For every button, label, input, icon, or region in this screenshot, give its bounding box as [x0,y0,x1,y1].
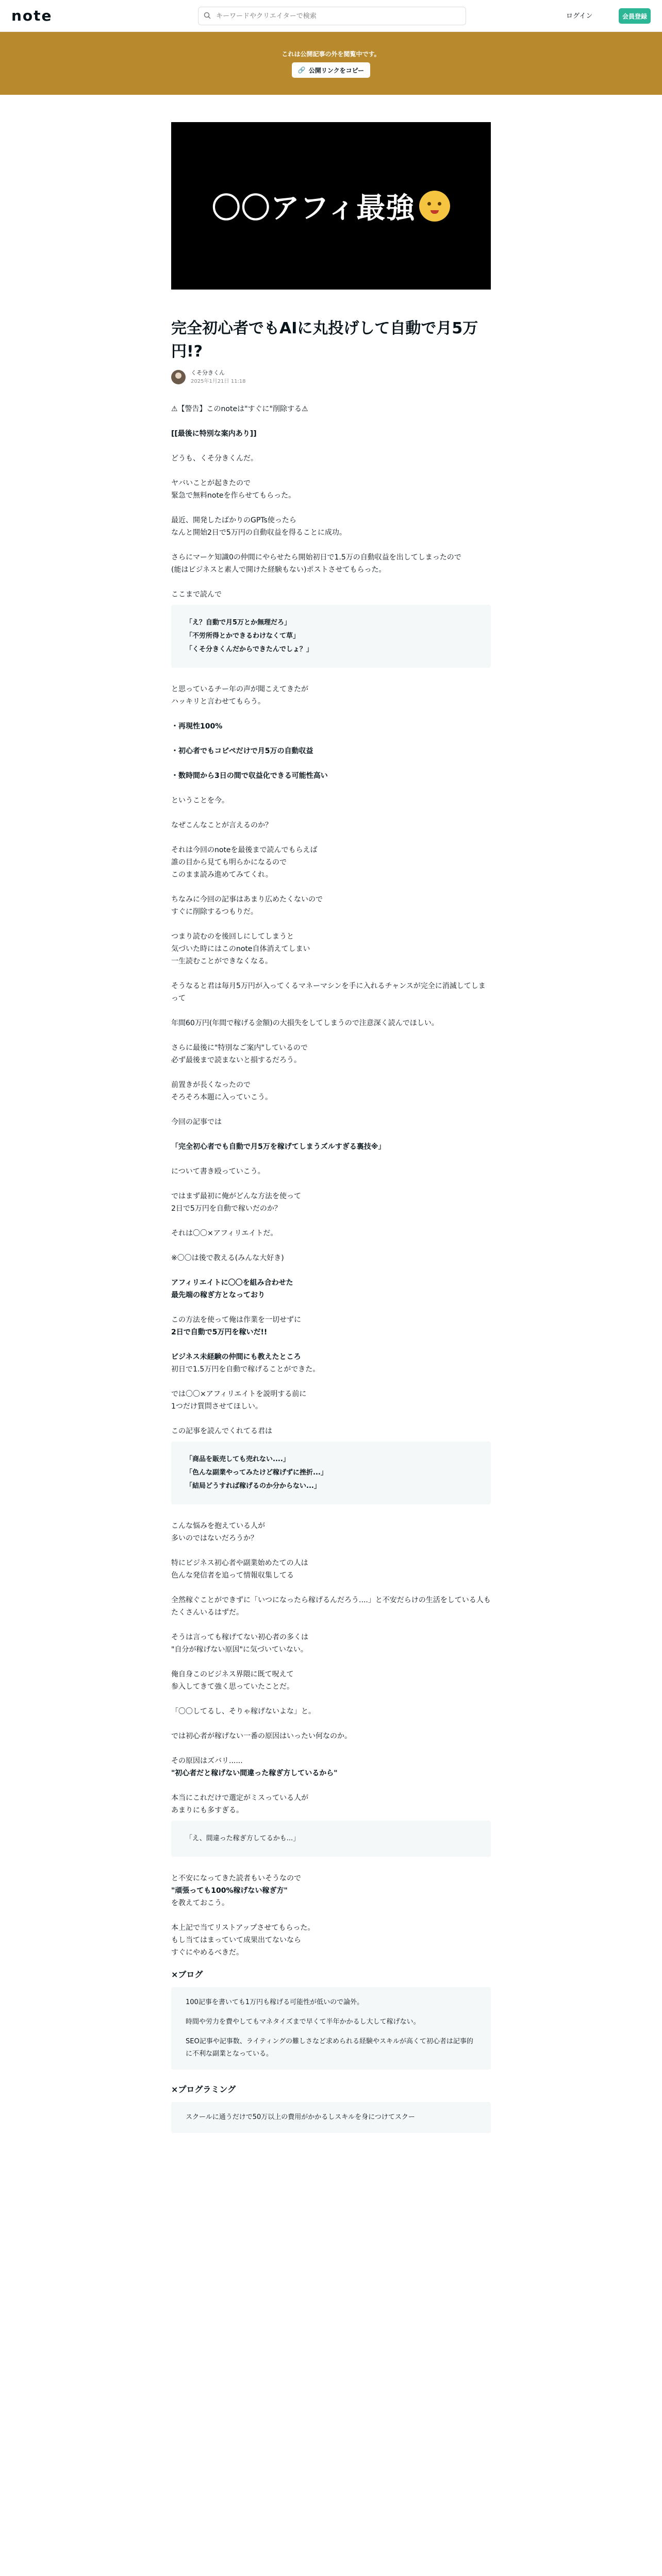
spacer [171,465,491,477]
spacer [171,1029,491,1042]
note-line: 時間や労力を費やしてもマネタイズまで早くて半年かかるし大して稼げない。 [186,2018,420,2026]
paragraph-line: つまり読むのを後回しにしてしまうと [171,933,294,941]
paragraph-line: ハッキリと言わせてもらう。 [171,698,265,706]
quote-block [171,1442,491,1504]
paragraph-line: さらにマーケ知識0の仲間にやらせたら開始初日で1.5万の自動収益を出してしまったので [171,553,461,562]
paragraph-line: 最先端の稼ぎ方となっており [171,1291,265,1300]
paragraph-line: 本上記で当てリストアップさせてもらった。 [171,1924,315,1933]
spacer [171,1240,491,1252]
paragraph-line: 必ず最後まで読まないと損するだろう。 [171,1056,301,1065]
search-input[interactable] [215,12,452,21]
avatar[interactable] [171,370,186,384]
paragraph-line: 本当にこれだけで選定がミスっている人が [171,1794,309,1803]
paragraph-line: なんと開始2日で5万円の自動収益を得ることに成功。 [171,529,346,537]
spacer [171,733,491,745]
paragraph-line: 初日で1.5万円を自動で稼げることができた。 [171,1365,320,1374]
paragraph-line: それは今回のnoteを最後まで読んでもらえば [171,846,318,855]
paragraph-line: その原因はズバリ...... [171,1757,243,1766]
note-line: 100記事を書いても1万円も稼げる可能性が低いので論外。 [186,1998,364,2007]
paragraph-line: あまりにも多すぎる。 [171,1806,243,1815]
paragraph-line: では〇〇×アフィリエイトを説明する前に [171,1390,307,1399]
spacer [171,1215,491,1227]
spacer [171,782,491,794]
quote-block [171,605,491,668]
paragraph-line: ビジネス未経験の仲間にも教えたところ [171,1353,301,1362]
spacer [171,807,491,819]
paragraph-line: 今回の記事では [171,1118,222,1127]
paragraph-line: について書き殴っていこう。 [171,1167,265,1176]
paragraph-line: そろそろ本題に入っていこう。 [171,1093,272,1102]
hero-image [171,122,491,290]
spacer [171,1545,491,1557]
paragraph-line: "自分が稼げない原因"に気づいていない。 [171,1646,308,1654]
article-body [171,403,491,2133]
spacer [171,1301,491,1314]
login-link[interactable]: ログイン [566,12,593,20]
paragraph-line: ・数時間から3日の間で収益化できる可能性高い [171,772,328,781]
paragraph-line: と不安になってきた読者もいそうなので [171,1874,301,1883]
spacer [171,1338,491,1351]
search-box[interactable] [198,7,466,25]
paragraph-line: 緊急で無料noteを作らせてもらった。 [171,492,296,500]
paragraph-line: そうなると君は毎月5万円が入ってくるマネーマシンを手に入れるチャンスが完全に消滅してしまって [171,982,486,1003]
spacer [171,1582,491,1594]
paragraph-line: 年間60万円(年間で稼げる金額)の大損失をしてしまうので注意深く読んでほしい。 [171,1019,439,1028]
paragraph-line: 前置きが長くなったので [171,1081,251,1090]
paragraph-line: 気づいた時にはこのnote自体消えてしまい [171,945,310,954]
spacer [171,576,491,588]
spacer [171,918,491,930]
spacer [171,708,491,720]
quote-line: 「え、間違った稼ぎ方してるかも...」 [186,1835,300,1843]
spacer [171,1413,491,1425]
spacer [171,1153,491,1165]
spacer [171,1005,491,1017]
spacer [171,1376,491,1388]
paragraph-line: このまま読み進めてみてくれ。 [171,871,273,879]
note-block [171,2102,491,2133]
spacer [171,881,491,893]
paragraph-line: [[最後に特別な案内あり]] [171,430,257,438]
paragraph-line: 多いのではないだろうか？ [171,1534,258,1543]
quote-line: 「え？自動で月5万とか無理だろ」 [186,619,291,627]
spacer [171,1619,491,1631]
note-line: SEO記事や記事数、ライティングの難しさなど求められる経験やスキルが高くて初心者は記事的に不利な副業となっている。 [186,2038,473,2058]
author-name[interactable]: くそ分きくん [191,369,225,376]
paragraph-line: 2日で自動で5万円を稼いだ!! [171,1328,268,1337]
paragraph-line: こんな悩みを抱えている人が [171,1522,265,1531]
spacer [171,502,491,514]
paragraph-line: と思っているチー年の声が聞こえてきたが [171,685,308,694]
paragraph-line: ⚠【警告】このnoteは"すぐに"削除する⚠ [171,405,308,414]
post-date: 2025年1月21日 11:18 [191,379,246,385]
paragraph-line: この記事を読んでくれてる君は [171,1427,272,1436]
signup-button[interactable]: 会員登録 [619,8,651,24]
paragraph-line: すぐに削除するつもりだ。 [171,908,258,917]
paragraph-line: を教えておこう。 [171,1899,229,1908]
paragraph-line: ※〇〇は後で教える(みんな大好き) [171,1254,284,1263]
article [171,317,491,2146]
top-navbar [0,0,662,32]
paragraph-line: 最近、開発したばかりのGPTs使ったら [171,516,296,525]
paragraph-line: すぐにやめるべきだ。 [171,1948,243,1957]
spacer [171,757,491,770]
search-icon [204,11,211,21]
paragraph-line: どうも、くそ分きくんだ。 [171,454,258,463]
paragraph-line: 色んな発信者を追って情報収集してる [171,1571,294,1580]
paragraph-line: 2日で5万円を自動で稼いだのか？ [171,1205,282,1213]
article-title: 完全初心者でもAIに丸投げして自動で月5万円!? [171,319,478,361]
quote-line: 「色んな副業やってみたけど稼げずに挫折...」 [186,1469,327,1477]
spacer [171,1264,491,1277]
hero-text: 〇〇アフィ最強 [211,191,416,225]
paragraph-line: ・初心者でもコピペだけで月5万の自動収益 [171,747,313,756]
paragraph-line: 誰の目から見ても明らかになるので [171,858,287,867]
spacer [171,415,491,428]
spacer [171,968,491,980]
author-block[interactable] [171,369,491,384]
paragraph-line: そうは言っても稼げてない初心者の多くは [171,1633,308,1642]
paragraph-line: (能はビジネスと素人で開けた経験もない)ポストさせてもらった。 [171,566,386,574]
paragraph-line: ではまず最初に俺がどんな方法を使って [171,1192,301,1201]
spacer [171,1104,491,1116]
paragraph-line: 一生読むことができなくなる。 [171,957,272,966]
quote-line: 「商品を販売しても売れない....」 [186,1455,290,1464]
paragraph-line: この方法を使って俺は作業を一切せずに [171,1316,301,1325]
paragraph-line: ちなみに今回の記事はあまり広めたくないので [171,895,323,904]
paragraph-line: 参入してきて強く思っていたことだ。 [171,1683,294,1691]
banner-text: これは公開記事の外を閲覧中です。 [282,50,380,58]
spacer [171,1066,491,1079]
note-logo[interactable]: note [11,7,53,24]
copy-link-button[interactable] [292,62,370,78]
paragraph-line: "頑張っても100%稼げない稼ぎ方" [171,1887,288,1895]
spacer [171,1178,491,1190]
paragraph-line: それは〇〇×アフィリエイトだ。 [171,1229,278,1238]
spacer [171,1693,491,1705]
spacer [171,1656,491,1668]
baby-emoji-icon [419,191,450,222]
note-line: スクールに通うだけで50万以上の費用がかかるしスキルを身につけてスクー [186,2113,415,2122]
paragraph-line: ヤバいことが起きたので [171,479,251,488]
paragraph-line: 「〇〇してるし、そりゃ稼げないよな」と。 [171,1707,316,1716]
section-heading: ×プログラミング [171,2084,236,2095]
spacer [171,539,491,551]
spacer [171,1780,491,1792]
link-icon: 🔗 [297,66,306,74]
spacer [171,1128,491,1141]
quote-line: 「くそ分きくんだからできたんでしょ？」 [186,646,313,654]
paragraph-line: ということを今。 [171,796,229,805]
paragraph-line: 全然稼ぐことができずに「いつになったら稼げるんだろう....」と不安だらけの生活をしている人もたくさんいるはずだ。 [171,1596,491,1617]
paragraph-line: ・再現性100% [171,722,223,731]
paragraph-line: では初心者が稼げない一番の原因はいったい何なのか。 [171,1732,352,1741]
paragraph-line: アフィリエイトに〇〇を組み合わせた [171,1279,293,1287]
quote-line: 「不労所得とかできるわけなくて草」 [186,632,300,640]
quote-block [171,1821,491,1857]
section-heading: ×ブログ [171,1970,203,1980]
spacer [171,1742,491,1755]
spacer [171,1718,491,1730]
paragraph-line: 1つだけ質問させてほしい。 [171,1402,262,1411]
private-link-banner [0,32,662,95]
paragraph-line: 特にビジネス初心者や副業始めたての人は [171,1559,308,1568]
paragraph-line: "初心者だと稼げない間違った稼ぎ方しているから" [171,1769,338,1778]
paragraph-line: なぜこんなことが言えるのか？ [171,821,272,830]
spacer [171,440,491,452]
paragraph-line: 「完全初心者でも自動で月5万を稼げてしまうズルすぎる裏技※」 [171,1143,386,1151]
copy-link-label: 公開リンクをコピー [308,66,365,74]
spacer [171,1909,491,1922]
paragraph-line: もし当てはまっていて成果出てないなら [171,1936,301,1945]
note-block [171,1987,491,2070]
paragraph-line: 俺自身このビジネス界隈に既て呪えて [171,1670,294,1679]
spacer [171,832,491,844]
paragraph-line: さらに最後に"特別なご案内"しているので [171,1044,308,1053]
quote-line: 「結局どうすれば稼げるのか分からない...」 [186,1482,321,1490]
paragraph-line: ここまで読んで [171,590,222,599]
